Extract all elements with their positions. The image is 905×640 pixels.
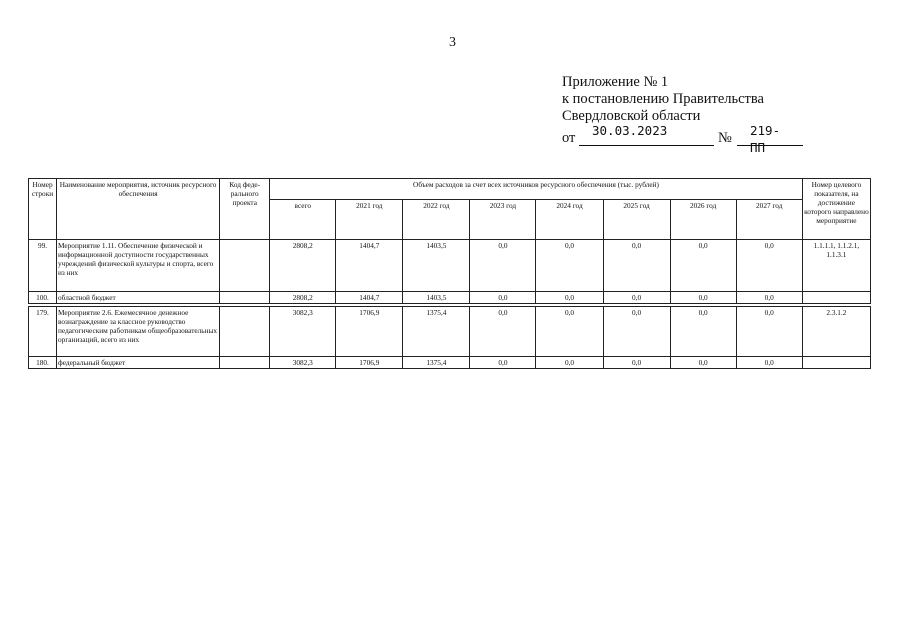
row-2025: 0,0: [603, 307, 670, 357]
row-2024: 0,0: [536, 307, 603, 357]
row-2025: 0,0: [603, 240, 670, 292]
row-indicator: [802, 292, 870, 304]
resolution-reference: [562, 123, 781, 155]
header-2024: 2024 год: [536, 200, 603, 240]
row-2025: 0,0: [603, 357, 670, 369]
row-name: федеральный бюджет: [57, 357, 220, 369]
row-2022: 1375,4: [403, 307, 470, 357]
row-indicator: [802, 357, 870, 369]
row-2023: 0,0: [470, 240, 536, 292]
table-row: [29, 357, 871, 369]
row-2023: 0,0: [470, 307, 536, 357]
row-2021: 1404,7: [336, 292, 403, 304]
row-indicator: 2.3.1.2: [802, 307, 870, 357]
row-code: [220, 357, 270, 369]
header-total: всего: [270, 200, 336, 240]
row-indicator: 1.1.1.1, 1.1.2.1, 1.1.3.1: [802, 240, 870, 292]
row-name: областной бюджет: [57, 292, 220, 304]
resolution-number: 219-ПП: [750, 123, 781, 155]
row-2024: 0,0: [536, 240, 603, 292]
row-2022: 1403,5: [403, 240, 470, 292]
row-2026: 0,0: [670, 292, 736, 304]
row-number: 180.: [29, 357, 57, 369]
table-row: [29, 292, 871, 304]
table-row: [29, 307, 871, 357]
header-2025: 2025 год: [603, 200, 670, 240]
row-total: 2808,2: [270, 240, 336, 292]
appendix-resolution-line: к постановлению Правительства: [562, 91, 764, 107]
row-2027: 0,0: [736, 307, 802, 357]
row-name: Мероприятие 2.6. Ежемесячное денежное вознаграждение за классное руководство педагогическим работникам общеобразовательных организаций, всего из них: [57, 307, 220, 357]
row-name: Мероприятие 1.11. Обеспечение физической и информационной доступности государственных учреждений физической культуры и спорта, всего из них: [57, 240, 220, 292]
header-row-number: Номер строки: [29, 179, 57, 240]
header-federal-project-code: Код феде-рального проекта: [220, 179, 270, 240]
row-total: 3082,3: [270, 307, 336, 357]
row-2027: 0,0: [736, 357, 802, 369]
row-2025: 0,0: [603, 292, 670, 304]
row-2023: 0,0: [470, 357, 536, 369]
row-code: [220, 292, 270, 304]
page-number: 3: [449, 35, 456, 50]
header-indicator: Номер целевого показателя, на достижение которого направлено мероприятие: [802, 179, 870, 240]
row-code: [220, 240, 270, 292]
row-2027: 0,0: [736, 292, 802, 304]
row-total: 2808,2: [270, 292, 336, 304]
row-2023: 0,0: [470, 292, 536, 304]
row-number: 179.: [29, 307, 57, 357]
row-2022: 1375,4: [403, 357, 470, 369]
row-2027: 0,0: [736, 240, 802, 292]
row-2021: 1706,9: [336, 307, 403, 357]
appendix-header: [562, 74, 781, 155]
row-number: 99.: [29, 240, 57, 292]
header-2026: 2026 год: [670, 200, 736, 240]
table-row: [29, 240, 871, 292]
row-2024: 0,0: [536, 357, 603, 369]
header-volume: Объем расходов за счет всех источников ресурсного обеспечения (тыс. рублей): [270, 179, 803, 200]
row-2021: 1404,7: [336, 240, 403, 292]
row-2026: 0,0: [670, 357, 736, 369]
number-label: №: [718, 130, 732, 146]
row-2024: 0,0: [536, 292, 603, 304]
header-2022: 2022 год: [403, 200, 470, 240]
table-header-row: [29, 179, 871, 200]
row-code: [220, 307, 270, 357]
row-2026: 0,0: [670, 307, 736, 357]
row-2022: 1403,5: [403, 292, 470, 304]
row-2026: 0,0: [670, 240, 736, 292]
header-2021: 2021 год: [336, 200, 403, 240]
header-2023: 2023 год: [470, 200, 536, 240]
row-number: 100.: [29, 292, 57, 304]
from-label: от: [562, 130, 576, 146]
header-name: Наименование мероприятия, источник ресурсного обеспечения: [57, 179, 220, 240]
appendix-title: Приложение № 1: [562, 74, 669, 90]
resolution-date: 30.03.2023: [592, 123, 668, 138]
row-2021: 1706,9: [336, 357, 403, 369]
appendix-region-line: Свердловской области: [562, 108, 701, 124]
budget-table: [28, 178, 871, 369]
header-2027: 2027 год: [736, 200, 802, 240]
row-total: 3082,3: [270, 357, 336, 369]
